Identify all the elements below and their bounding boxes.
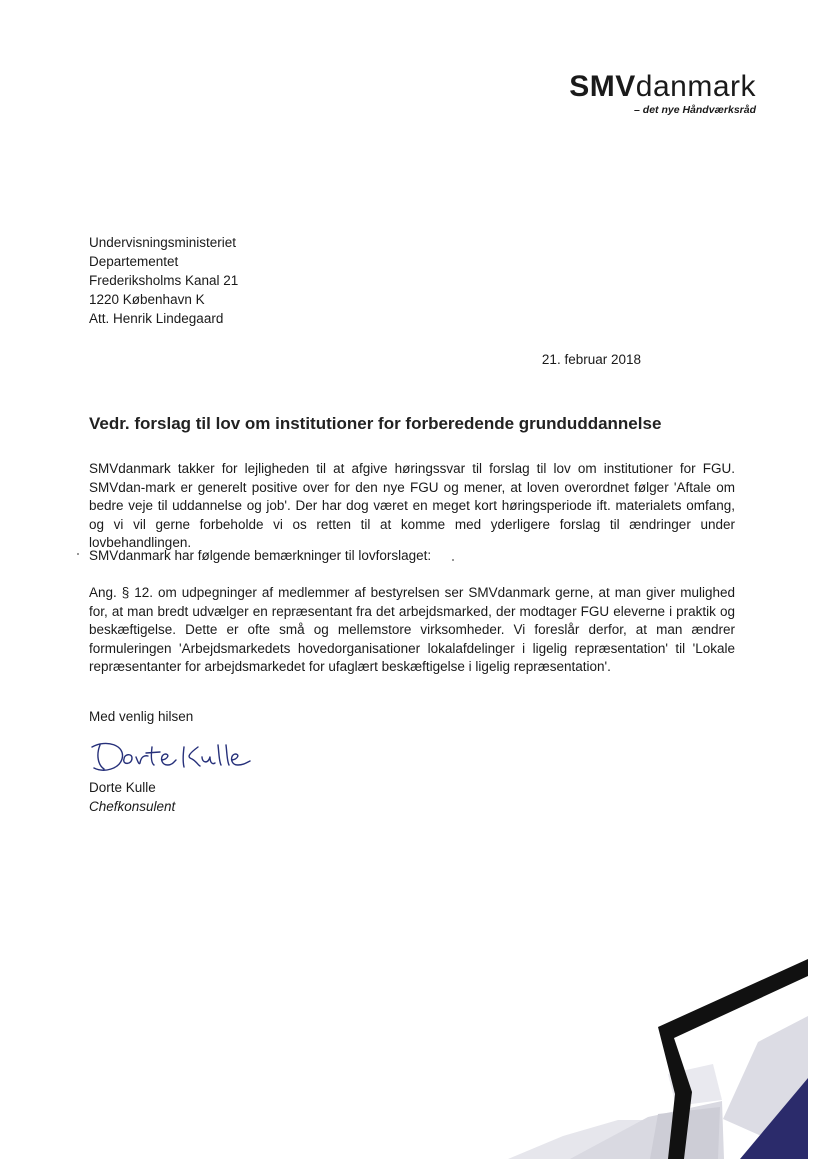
handwritten-signature <box>86 735 256 777</box>
body-paragraph-3: Ang. § 12. om udpegninger af medlemmer af bestyrelsen ser SMVdanmark gerne, at man giver mulighed for, at man bredt udvælger en repræsentant fra det arbejdsmarked, der modtager FGU eleverne i praktik og beskæftigelse. Dette er ofte små og mellemstore virksomheder. Vi foreslår derfor, at man ændrer formuleringen 'Arbejdsmarkedets hovedorganisationer lokalafdelinger i ligelig repræsentation' til 'Lokale repræsentanter for arbejdsmarkedet for ufaglært beskæftigelse i ligelig repræsentation'. <box>89 585 735 674</box>
address-line: 1220 København K <box>89 292 205 307</box>
address-line: Undervisningsministeriet <box>89 235 237 250</box>
brand-corner-graphic <box>508 954 808 1159</box>
logo-bold-part: SMV <box>569 70 636 103</box>
address-line: Departementet <box>89 254 179 269</box>
letterhead-logo <box>569 72 756 116</box>
address-line: Frederiksholms Kanal 21 <box>89 273 239 288</box>
recipient-address <box>89 233 238 328</box>
signer-title: Chefkonsulent <box>89 799 176 814</box>
scan-speck <box>452 559 454 561</box>
logo-tagline: – det nye Håndværksråd <box>634 104 756 116</box>
body-paragraph-1: SMVdanmark takker for lejligheden til at afgive høringssvar til forslag til lov om institutioner for FGU. SMVdan-mark er generelt positive over for den nye FGU og mener, at loven overordnet følger 'Aftale om bedre veje til uddannelse og job'. Der har dog været en meget kort høringsperiode ift. materialets omfang, og vi vil gerne forbeholde vi os retten til at komme med yderligere forslag til ændringer under lovbehandlingen. <box>89 461 735 550</box>
body-paragraph-2: SMVdanmark har følgende bemærkninger til lovforslaget: <box>89 548 432 563</box>
scan-speck <box>77 553 79 555</box>
logo-light-part: danmark <box>635 70 756 103</box>
logo-wordmark <box>569 72 756 102</box>
signer-name: Dorte Kulle <box>89 780 156 795</box>
letter-date: 21. februar 2018 <box>541 352 641 367</box>
address-line: Att. Henrik Lindegaard <box>89 311 224 326</box>
closing-phrase: Med venlig hilsen <box>89 709 194 724</box>
letter-subject: Vedr. forslag til lov om institutioner for forberedende grunduddannelse <box>89 414 662 433</box>
